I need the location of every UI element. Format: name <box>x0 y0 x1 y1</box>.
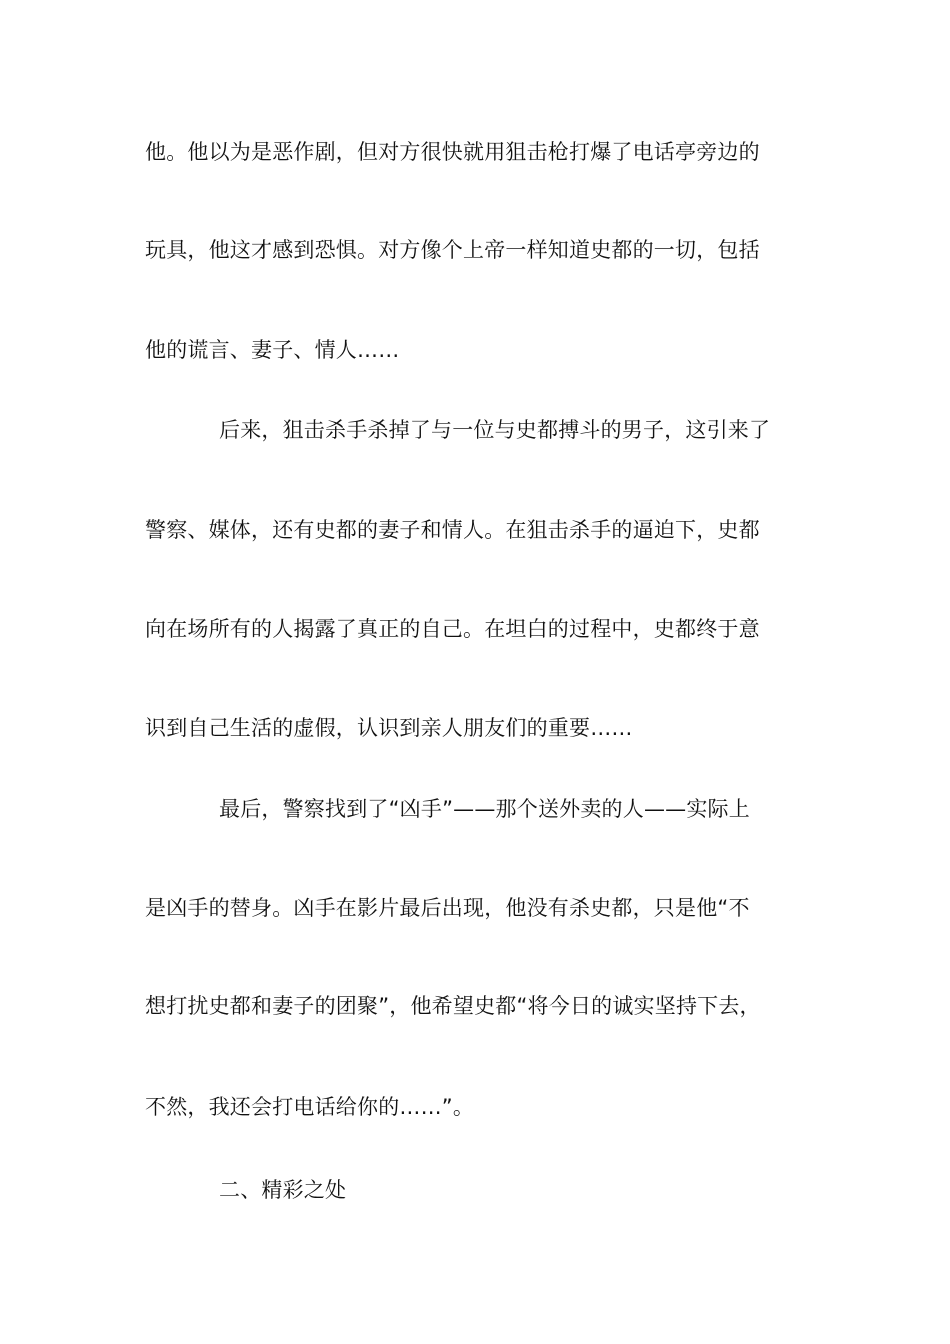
paragraph-line-10: 想打扰史都和妻子的团聚”，他希望史都“将今日的诚实坚持下去， <box>145 994 761 1018</box>
paragraph-line-11: 不然，我还会打电话给你的……”。 <box>145 1095 475 1119</box>
paragraph-line-1: 他。他以为是恶作剧，但对方很快就用狙击枪打爆了电话亭旁边的 <box>145 140 760 164</box>
paragraph-line-8: 最后，警察找到了“凶手”——那个送外卖的人——实际上 <box>219 797 750 821</box>
paragraph-line-5: 警察、媒体，还有史都的妻子和情人。在狙击杀手的逼迫下，史都 <box>145 518 760 542</box>
paragraph-line-7: 识到自己生活的虚假，认识到亲人朋友们的重要…… <box>145 716 633 740</box>
paragraph-line-3: 他的谎言、妻子、情人…… <box>145 338 400 362</box>
paragraph-line-6: 向在场所有的人揭露了真正的自己。在坦白的过程中，史都终于意 <box>145 617 760 641</box>
section-heading: 二、精彩之处 <box>219 1178 347 1202</box>
paragraph-line-9: 是凶手的替身。凶手在影片最后出现，他没有杀史都，只是他“不 <box>145 896 750 920</box>
paragraph-line-2: 玩具，他这才感到恐惧。对方像个上帝一样知道史都的一切，包括 <box>145 238 760 262</box>
paragraph-line-4: 后来，狙击杀手杀掉了与一位与史都搏斗的男子，这引来了 <box>219 418 771 442</box>
